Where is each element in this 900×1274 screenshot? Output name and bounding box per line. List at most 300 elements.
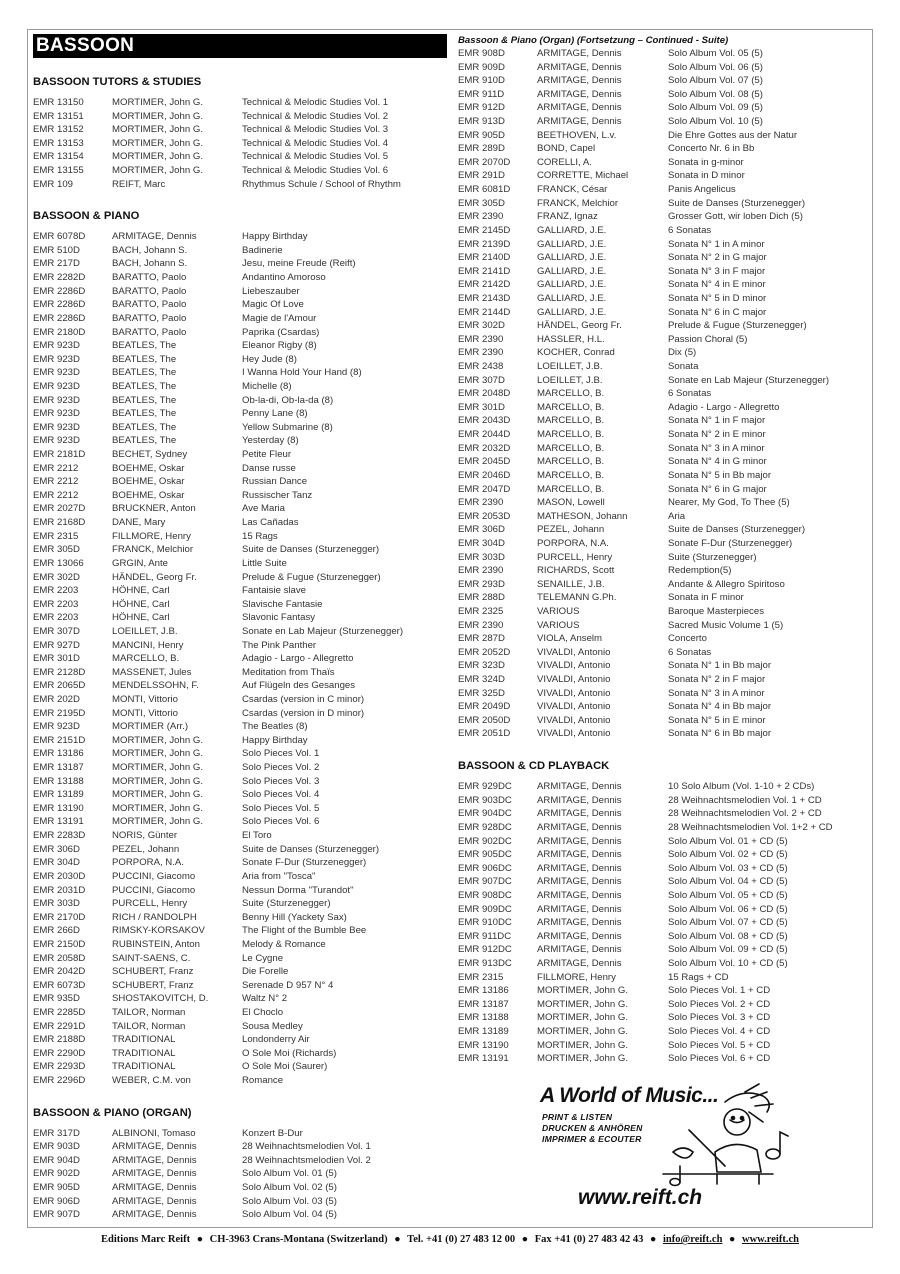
catalog-number: EMR 13186: [458, 985, 509, 997]
catalog-row: [33, 394, 447, 408]
catalog-row: [458, 47, 870, 61]
catalog-row: [458, 578, 870, 592]
catalog-number: EMR 902D: [33, 1168, 80, 1180]
catalog-number: EMR 2050D: [458, 714, 511, 726]
composer: GRGIN, Ante: [112, 557, 168, 569]
catalog-row: [458, 659, 870, 673]
title: Solo Album Vol. 02 + CD (5): [668, 849, 788, 861]
catalog-row: [33, 178, 447, 192]
catalog-number: EMR 923D: [33, 353, 80, 365]
composer: ARMITAGE, Dennis: [537, 61, 622, 73]
catalog-row: [458, 74, 870, 88]
catalog-number: EMR 2141D: [458, 265, 511, 277]
title: Dix (5): [668, 347, 697, 359]
catalog-row: [33, 1047, 447, 1061]
catalog-number: EMR 305D: [33, 544, 80, 556]
title: Petite Fleur: [242, 449, 292, 461]
catalog-number: EMR 2283D: [33, 830, 86, 842]
composer: VIVALDI, Antonio: [537, 674, 611, 686]
title: 28 Weihnachtsmelodien Vol. 1 + CD: [668, 794, 822, 806]
composer: CORELLI, A.: [537, 156, 592, 168]
catalog-number: EMR 2438: [458, 361, 504, 373]
catalog-number: EMR 13150: [33, 97, 84, 108]
title: Solo Pieces Vol. 2 + CD: [668, 998, 771, 1010]
right-column: [458, 34, 870, 1066]
title: Solo Album Vol. 01 (5): [242, 1168, 337, 1180]
catalog-number: EMR 302D: [33, 571, 80, 583]
catalog-row: [33, 720, 447, 734]
title: Fantaisie slave: [242, 585, 306, 597]
composer: MONTI, Vittorio: [112, 693, 178, 705]
bullet-icon: ●: [196, 1234, 204, 1245]
composer: FRANZ, Ignaz: [537, 211, 598, 223]
composer: BECHET, Sydney: [112, 449, 188, 461]
composer: TRADITIONAL: [112, 1034, 176, 1046]
title: Meditation from Thaïs: [242, 666, 335, 678]
title: Sonata N° 4 in G minor: [668, 456, 767, 468]
catalog-number: EMR 2128D: [33, 666, 86, 678]
catalog-number: EMR 306D: [458, 524, 505, 536]
catalog-number: EMR 288D: [458, 592, 505, 604]
catalog-row: [458, 984, 870, 998]
composer: ARMITAGE, Dennis: [112, 231, 197, 243]
catalog-row: [458, 564, 870, 578]
title: Concerto: [668, 633, 707, 645]
title: O Sole Moi (Richards): [242, 1047, 337, 1059]
catalog-row: [33, 489, 447, 503]
composer: FILLMORE, Henry: [112, 530, 191, 542]
title: Solo Pieces Vol. 6 + CD: [668, 1053, 771, 1065]
ad-title: A World of Music...: [540, 1084, 719, 1107]
catalog-row: [458, 551, 870, 565]
title: Solo Album Vol. 03 + CD (5): [668, 862, 788, 874]
catalog-row: [33, 502, 447, 516]
title: Slavonic Fantasy: [242, 612, 316, 624]
title: Panis Angelicus: [668, 184, 736, 196]
composer: MORTIMER, John G.: [537, 1012, 628, 1024]
catalog-row: [33, 856, 447, 870]
catalog-number: EMR 289D: [458, 143, 505, 155]
title: Technical & Melodic Studies Vol. 4: [242, 137, 389, 149]
catalog-number: EMR 2325: [458, 605, 504, 617]
composer: TRADITIONAL: [112, 1047, 176, 1059]
composer: BEATLES, The: [112, 408, 177, 420]
catalog-row: [458, 183, 870, 197]
catalog-number: EMR 905DC: [458, 849, 512, 861]
composer: MORTIMER, John G.: [537, 1053, 628, 1065]
composer: HÄNDEL, Georg Fr.: [112, 571, 197, 583]
catalog-row: [458, 619, 870, 633]
catalog-number: EMR 302D: [458, 320, 505, 332]
composer: ARMITAGE, Dennis: [537, 876, 622, 888]
composer: BARATTO, Paolo: [112, 312, 187, 324]
section-title: BASSOON & PIANO: [33, 210, 140, 223]
catalog-row: [33, 530, 447, 544]
catalog-number: EMR 325D: [458, 687, 505, 699]
catalog-number: EMR 6081D: [458, 184, 511, 196]
catalog-number: EMR 923D: [33, 367, 80, 379]
composer: GALLIARD, J.E.: [537, 265, 607, 277]
catalog-number: EMR 510D: [33, 244, 80, 256]
catalog-row: [33, 815, 447, 829]
catalog-row: [33, 911, 447, 925]
catalog-number: EMR 2027D: [33, 503, 86, 515]
catalog-row: [458, 523, 870, 537]
catalog-number: EMR 2049D: [458, 701, 511, 713]
composer: BOEHME, Oskar: [112, 476, 185, 488]
title: Sonata in F minor: [668, 592, 744, 604]
catalog-row: [458, 632, 870, 646]
title: 6 Sonatas: [668, 646, 712, 658]
title: Sonata N° 1 in F major: [668, 415, 766, 427]
catalog-row: [458, 700, 870, 714]
catalog-number: EMR 904DC: [458, 808, 512, 820]
catalog-number: EMR 2143D: [458, 292, 511, 304]
catalog-row: [458, 210, 870, 224]
title: Sonata in g-minor: [668, 156, 744, 168]
catalog-number: EMR 2315: [458, 971, 504, 983]
catalog-row: [33, 1140, 447, 1154]
catalog-number: EMR 266D: [33, 925, 80, 937]
catalog-row: [33, 584, 447, 598]
catalog-number: EMR 2390: [458, 619, 504, 631]
catalog-row: [458, 115, 870, 129]
catalog-row: [33, 802, 447, 816]
composer: RUBINSTEIN, Anton: [112, 938, 200, 950]
title: Russian Dance: [242, 476, 308, 488]
composer: LOEILLET, J.B.: [537, 361, 603, 373]
catalog-row: [458, 292, 870, 306]
catalog-number: EMR 910D: [458, 75, 505, 87]
catalog-row: [33, 1167, 447, 1181]
catalog-banner: BASSOON: [33, 34, 447, 58]
catalog-row: [33, 1127, 447, 1141]
composer: REIFT, Marc: [112, 178, 166, 190]
title: Suite de Danses (Sturzenegger): [668, 197, 806, 209]
composer: PEZEL, Johann: [112, 843, 180, 855]
title: Solo Album Vol. 03 (5): [242, 1195, 337, 1207]
title: Happy Birthday: [242, 734, 308, 746]
composer: MANCINI, Henry: [112, 639, 184, 651]
title: Sousa Medley: [242, 1020, 303, 1032]
title: Suite (Sturzenegger): [668, 551, 757, 563]
catalog-row: [33, 271, 447, 285]
title: 6 Sonatas: [668, 388, 712, 400]
composer: VIVALDI, Antonio: [537, 728, 611, 740]
composer: ARMITAGE, Dennis: [112, 1182, 197, 1194]
title: Die Forelle: [242, 966, 289, 978]
title: Danse russe: [242, 462, 296, 474]
catalog-number: EMR 2286D: [33, 312, 86, 324]
catalog-number: EMR 2145D: [458, 224, 511, 236]
catalog-row: [33, 829, 447, 843]
catalog-number: EMR 923D: [33, 380, 80, 392]
title: Sonate en Lab Majeur (Sturzenegger): [668, 374, 830, 386]
composer: PEZEL, Johann: [537, 524, 605, 536]
composer: TELEMANN G.Ph.: [537, 592, 617, 604]
title: Sonata N° 3 in F major: [668, 265, 766, 277]
title: Sonate F-Dur (Sturzenegger): [668, 537, 793, 549]
catalog-number: EMR 923D: [33, 340, 80, 352]
title: Yellow Submarine (8): [242, 421, 333, 433]
title: Melody & Romance: [242, 938, 326, 950]
catalog-row: [33, 244, 447, 258]
catalog-number: EMR 2286D: [33, 299, 86, 311]
composer: DANE, Mary: [112, 517, 166, 529]
catalog-number: EMR 913D: [458, 116, 505, 128]
footer-web-link[interactable]: www.reift.ch: [742, 1234, 799, 1245]
catalog-number: EMR 2150D: [33, 938, 86, 950]
catalog-number: EMR 291D: [458, 170, 505, 182]
catalog-number: EMR 2285D: [33, 1007, 86, 1018]
catalog-number: EMR 13189: [458, 1026, 509, 1038]
catalog-row: [458, 605, 870, 619]
catalog-row: [33, 1154, 447, 1168]
composer: ARMITAGE, Dennis: [537, 794, 622, 806]
catalog-row: [458, 862, 870, 876]
catalog-row: [33, 625, 447, 639]
title: 28 Weihnachtsmelodien Vol. 1+2 + CD: [668, 821, 833, 833]
composer: BOEHME, Oskar: [112, 462, 185, 474]
catalog-number: EMR 13186: [33, 748, 84, 760]
catalog-row: [458, 278, 870, 292]
composer: GALLIARD, J.E.: [537, 292, 607, 304]
catalog-number: EMR 906DC: [458, 862, 512, 874]
catalog-row: [458, 673, 870, 687]
catalog-number: EMR 109: [33, 178, 73, 190]
composer: ARMITAGE, Dennis: [537, 102, 622, 114]
composer: GALLIARD, J.E.: [537, 306, 607, 318]
catalog-number: EMR 13155: [33, 165, 84, 177]
title: Sonata N° 5 in E minor: [668, 714, 766, 726]
catalog-number: EMR 6073D: [33, 979, 86, 991]
catalog-number: EMR 317D: [33, 1127, 80, 1139]
title: Russischer Tanz: [242, 489, 313, 501]
catalog-row: [33, 516, 447, 530]
title: Le Cygne: [242, 952, 284, 964]
catalog-number: EMR 908DC: [458, 889, 512, 901]
catalog-number: EMR 2053D: [458, 510, 511, 522]
composer: ARMITAGE, Dennis: [112, 1168, 197, 1180]
composer: GALLIARD, J.E.: [537, 279, 607, 291]
composer: LOEILLET, J.B.: [537, 374, 603, 386]
catalog-row: [33, 924, 447, 938]
catalog-number: EMR 301D: [458, 401, 505, 413]
composer: MENDELSSOHN, F.: [112, 680, 199, 692]
catalog-number: EMR 2042D: [33, 966, 86, 978]
title: Adagio - Largo - Allegretto: [668, 401, 780, 413]
catalog-row: [33, 897, 447, 911]
title: Suite de Danses (Sturzenegger): [668, 524, 806, 536]
composer: MORTIMER, John G.: [112, 802, 203, 814]
title: Michelle (8): [242, 380, 292, 392]
catalog-number: EMR 2188D: [33, 1034, 86, 1046]
composer: MORTIMER, John G.: [112, 165, 203, 177]
catalog-number: EMR 13191: [458, 1053, 509, 1065]
title: Penny Lane (8): [242, 408, 308, 420]
catalog-number: EMR 2047D: [458, 483, 511, 495]
catalog-number: EMR 2390: [458, 347, 504, 359]
title: Aria from "Tosca": [242, 870, 316, 882]
composer: ARMITAGE, Dennis: [537, 821, 622, 833]
title: Paprika (Csardas): [242, 326, 320, 338]
composer: PURCELL, Henry: [537, 551, 613, 563]
title: Ob-la-di, Ob-la-da (8): [242, 394, 334, 406]
composer: CORRETTE, Michael: [537, 170, 629, 182]
catalog-number: EMR 923D: [33, 721, 80, 733]
title: Solo Album Vol. 07 + CD (5): [668, 917, 788, 929]
catalog-row: [458, 889, 870, 903]
catalog-number: EMR 2045D: [458, 456, 511, 468]
catalog-number: EMR 903DC: [458, 794, 512, 806]
catalog-number: EMR 2180D: [33, 326, 86, 338]
catalog-row: [33, 775, 447, 789]
catalog-number: EMR 2195D: [33, 707, 86, 719]
catalog-row: [33, 679, 447, 693]
catalog-row: [458, 442, 870, 456]
composer: MORTIMER, John G.: [112, 775, 203, 787]
title: Sonata N° 1 in Bb major: [668, 660, 772, 672]
catalog-number: EMR 2390: [458, 211, 504, 223]
catalog-number: EMR 2031D: [33, 884, 86, 896]
composer: MARCELLO, B.: [537, 388, 605, 400]
composer: ARMITAGE, Dennis: [537, 88, 622, 100]
catalog-number: EMR 13191: [33, 816, 84, 828]
catalog-row: [458, 1052, 870, 1066]
composer: BEATLES, The: [112, 421, 177, 433]
catalog-row: [33, 366, 447, 380]
title: Little Suite: [242, 557, 287, 569]
composer: SAINT-SAENS, C.: [112, 952, 191, 964]
composer: MORTIMER, John G.: [112, 816, 203, 828]
composer: ARMITAGE, Dennis: [112, 1141, 197, 1153]
composer: VARIOUS: [537, 605, 580, 617]
continued-section-title: Bassoon & Piano (Organ) (Fortsetzung – Continued - Suite): [458, 35, 729, 46]
composer: ARMITAGE, Dennis: [537, 781, 622, 793]
catalog-row: [458, 835, 870, 849]
catalog-number: EMR 13187: [33, 762, 84, 774]
composer: MARCELLO, B.: [537, 401, 605, 413]
catalog-row: [33, 462, 447, 476]
catalog-row: [33, 938, 447, 952]
composer: HÖHNE, Carl: [112, 598, 170, 610]
catalog-row: [458, 224, 870, 238]
catalog-number: EMR 301D: [33, 653, 80, 665]
catalog-row: [33, 747, 447, 761]
title: Happy Birthday: [242, 231, 308, 243]
catalog-row: [458, 428, 870, 442]
catalog-number: EMR 907D: [33, 1209, 80, 1221]
composer: ARMITAGE, Dennis: [537, 862, 622, 874]
footer-publisher: Editions Marc Reift: [101, 1234, 191, 1245]
catalog-number: EMR 303D: [33, 898, 80, 910]
catalog-number: EMR 306D: [33, 843, 80, 855]
title: Solo Pieces Vol. 1: [242, 748, 320, 760]
title: Konzert B-Dur: [242, 1127, 303, 1139]
catalog-row: [458, 930, 870, 944]
catalog-row: [458, 197, 870, 211]
title: Sacred Music Volume 1 (5): [668, 619, 784, 631]
catalog-number: EMR 2296D: [33, 1075, 86, 1087]
catalog-number: EMR 6078D: [33, 231, 86, 243]
title: Solo Pieces Vol. 4: [242, 789, 320, 801]
catalog-row: [458, 496, 870, 510]
title: Solo Album Vol. 04 + CD (5): [668, 876, 788, 888]
composer: ARMITAGE, Dennis: [537, 958, 622, 969]
catalog-number: EMR 903D: [33, 1141, 80, 1153]
composer: BEATLES, The: [112, 353, 177, 365]
composer: MORTIMER, John G.: [537, 998, 628, 1010]
catalog-number: EMR 287D: [458, 633, 505, 645]
catalog-number: EMR 2046D: [458, 469, 511, 481]
title: Yesterday (8): [242, 435, 299, 447]
catalog-number: EMR 13190: [33, 802, 84, 814]
title: Sonata N° 1 in A minor: [668, 238, 765, 250]
catalog-row: [458, 971, 870, 985]
catalog-number: EMR 13153: [33, 137, 84, 149]
catalog-row: [458, 591, 870, 605]
title: Serenade D 957 N° 4: [242, 979, 334, 991]
catalog-number: EMR 2170D: [33, 911, 86, 923]
catalog-row: [33, 407, 447, 421]
catalog-row: [33, 992, 447, 1006]
footer-email-link[interactable]: info@reift.ch: [662, 1234, 723, 1245]
advertisement: [540, 1080, 790, 1220]
catalog-row: [33, 884, 447, 898]
catalog-number: EMR 2144D: [458, 306, 511, 318]
composer: ARMITAGE, Dennis: [112, 1209, 197, 1221]
composer: HÖHNE, Carl: [112, 612, 170, 624]
catalog-number: EMR 13188: [33, 775, 84, 787]
composer: SENAILLE, J.B.: [537, 578, 605, 590]
catalog-row: [458, 374, 870, 388]
continued-list: [458, 47, 870, 741]
composer: LOEILLET, J.B.: [112, 625, 178, 637]
ad-url[interactable]: www.reift.ch: [578, 1186, 703, 1209]
catalog-number: EMR 2203: [33, 585, 79, 597]
composer: MARCELLO, B.: [537, 483, 605, 495]
catalog-row: [458, 101, 870, 115]
title: Sonata N° 6 in Bb major: [668, 728, 772, 740]
composer: MARCELLO, B.: [537, 429, 605, 441]
catalog-row: [33, 475, 447, 489]
catalog-row: [33, 448, 447, 462]
composer: ALBINONI, Tomaso: [112, 1127, 196, 1139]
catalog-number: EMR 2390: [458, 565, 504, 577]
title: Aria: [668, 510, 686, 522]
catalog-row: [458, 943, 870, 957]
catalog-number: EMR 923D: [33, 435, 80, 447]
title: Romance: [242, 1075, 284, 1087]
catalog-number: EMR 911DC: [458, 930, 512, 942]
composer: MASON, Lowell: [537, 497, 605, 509]
catalog-row: [458, 455, 870, 469]
catalog-row: [33, 666, 447, 680]
title: Solo Album Vol. 08 + CD (5): [668, 930, 788, 942]
catalog-row: [458, 714, 870, 728]
catalog-row: [458, 848, 870, 862]
composer: BARATTO, Paolo: [112, 285, 187, 297]
catalog-number: EMR 2065D: [33, 680, 86, 692]
title: Sonata N° 2 in F major: [668, 674, 766, 686]
title: Sonata N° 2 in E minor: [668, 429, 766, 441]
title: Concerto Nr. 6 in Bb: [668, 143, 755, 155]
catalog-row: [458, 998, 870, 1012]
catalog-number: EMR 923D: [33, 408, 80, 420]
title: Technical & Melodic Studies Vol. 5: [242, 151, 389, 163]
composer: ARMITAGE, Dennis: [537, 889, 622, 901]
title: Solo Album Vol. 06 (5): [668, 61, 763, 73]
